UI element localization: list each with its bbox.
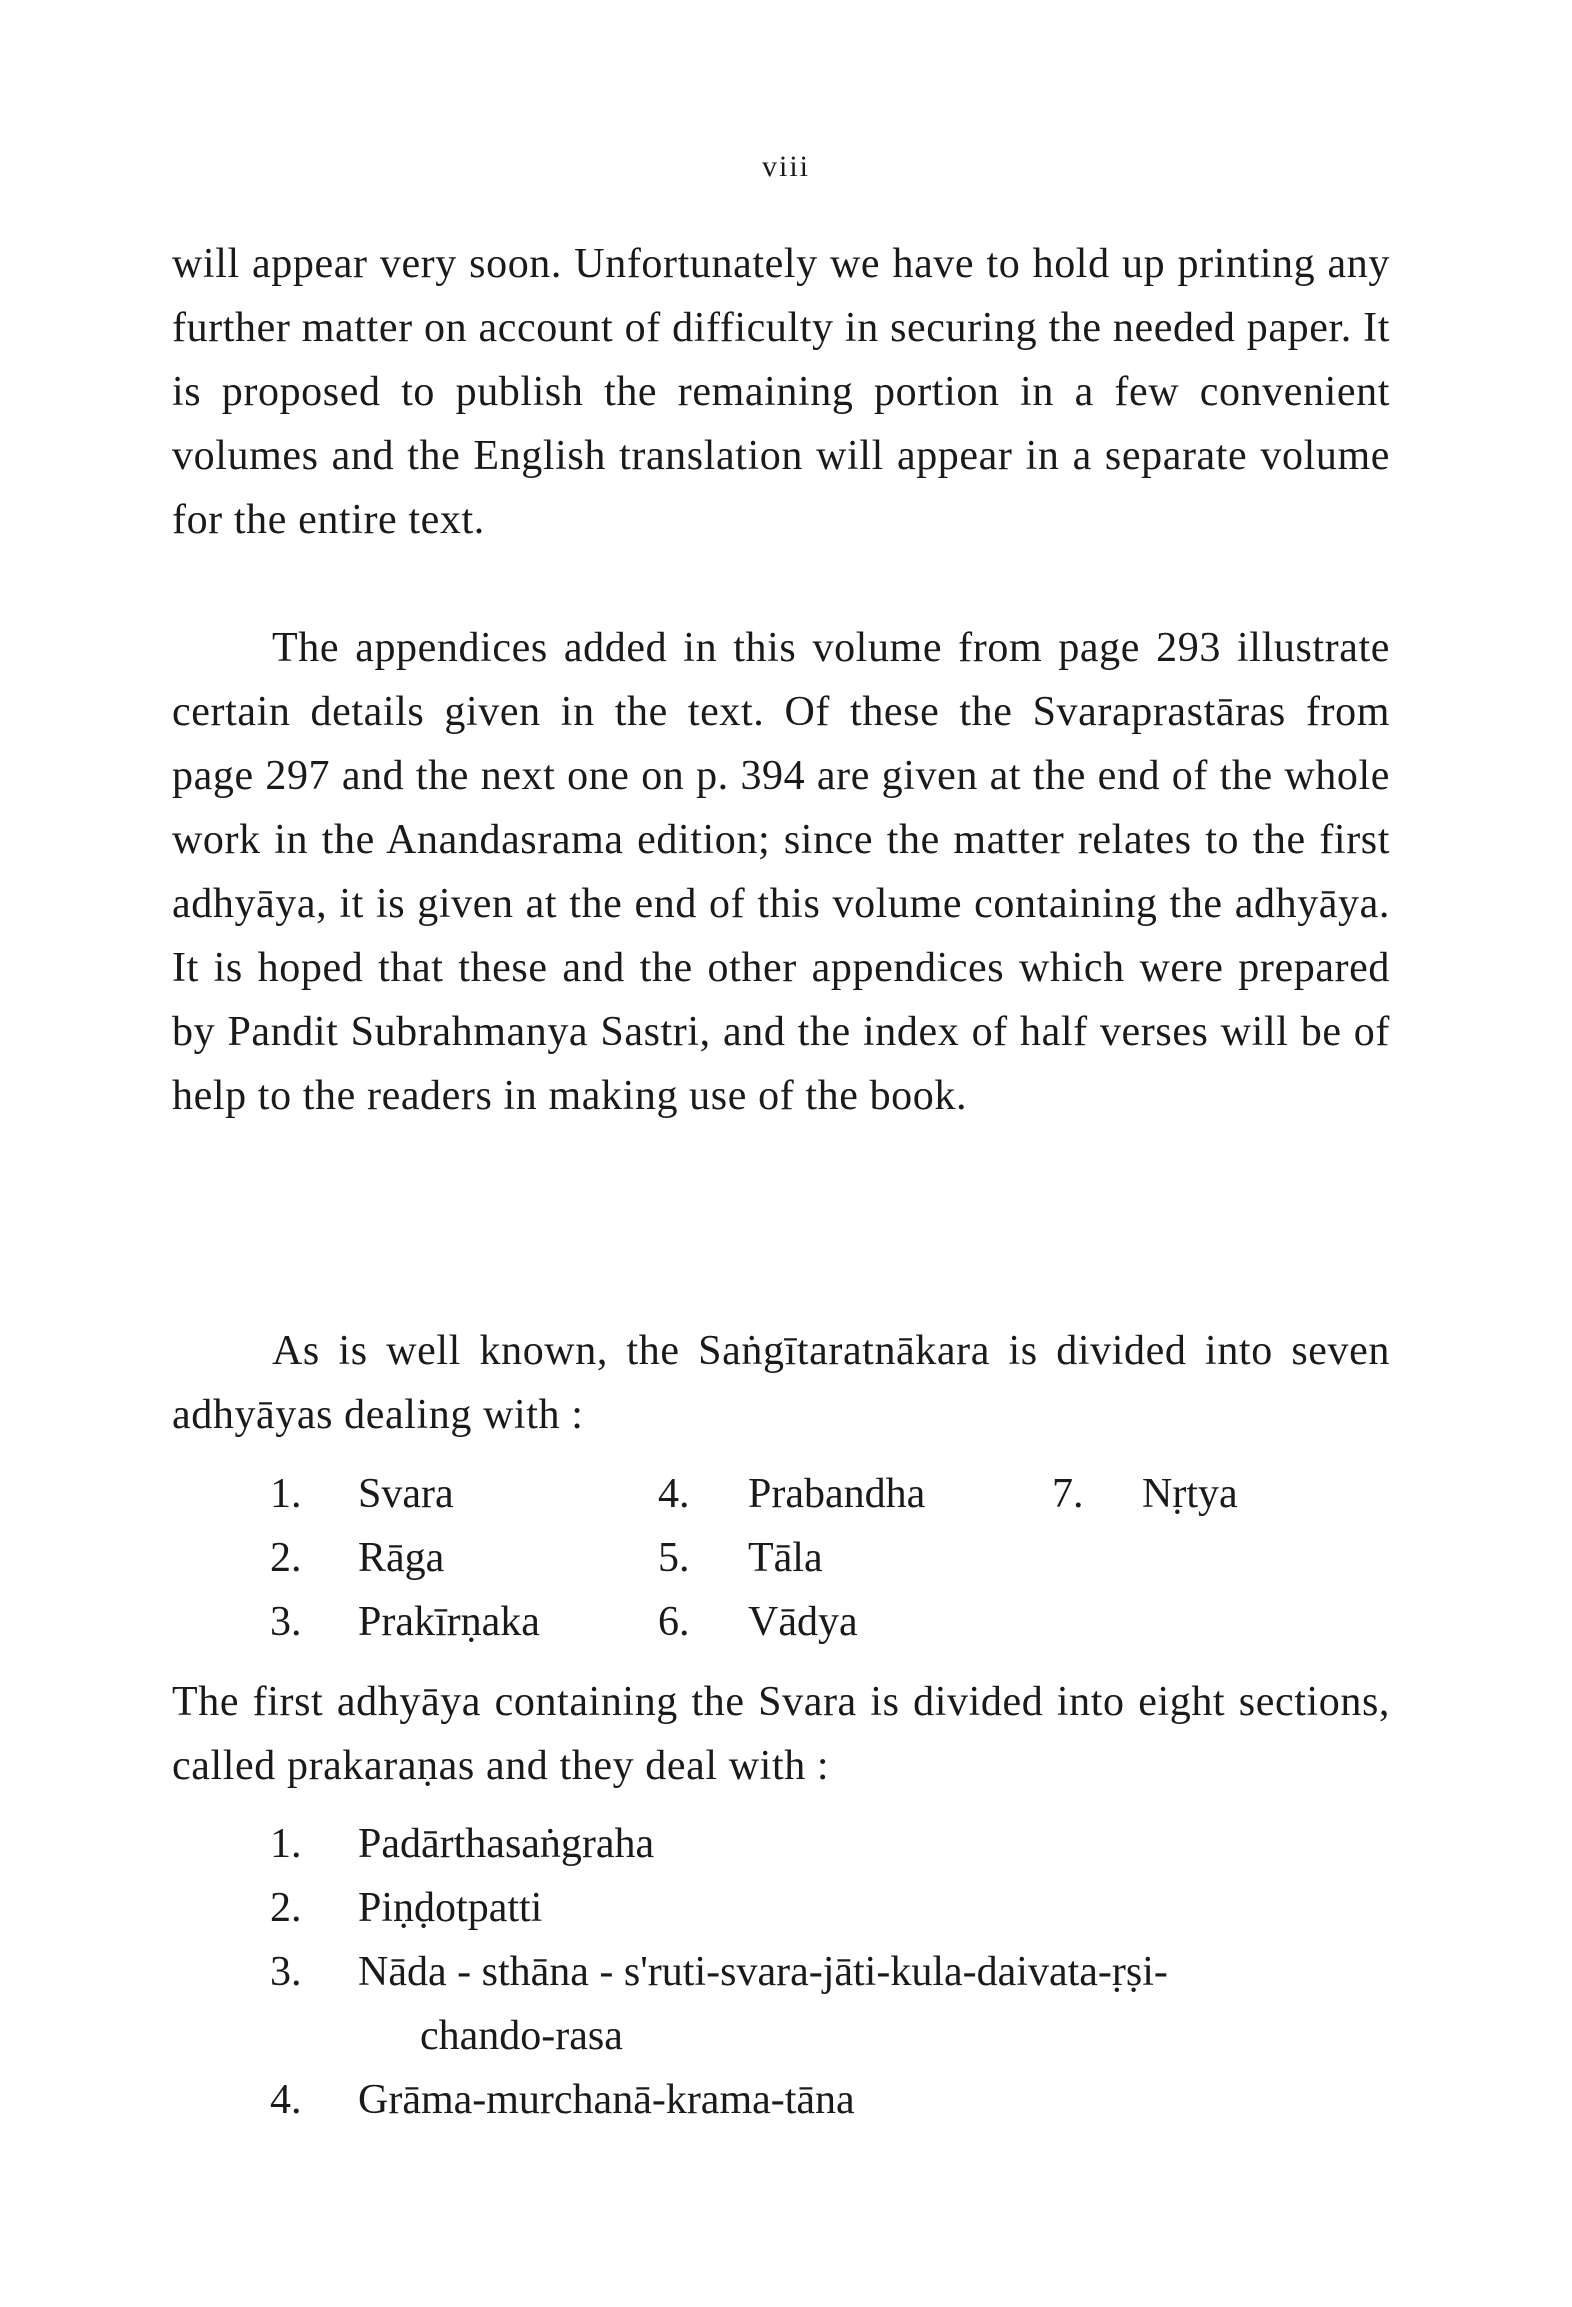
prakarana-name-continuation: chando-rasa (420, 2013, 623, 2059)
adhyaya-name: Nṛtya (1142, 1471, 1238, 1517)
item-number: 6. (658, 1599, 690, 1645)
item-number: 1. (270, 1471, 302, 1517)
prakarana-name: Piṇḍotpatti (358, 1885, 543, 1931)
item-number: 3. (270, 1599, 302, 1645)
list-item (270, 2068, 1390, 2132)
item-number: 3. (270, 1949, 302, 1995)
list-item (270, 1940, 1390, 2068)
prakarana-list (270, 1812, 1390, 2132)
item-number: 4. (270, 2077, 302, 2123)
list-item (270, 1876, 1390, 1940)
adhyaya-name: Tāla (748, 1535, 823, 1581)
item-number: 7. (1052, 1471, 1084, 1517)
page-number: viii (761, 150, 810, 183)
adhyaya-name: Vādya (748, 1599, 858, 1645)
prakarana-name: Grāma-murchanā-krama-tāna (358, 2077, 855, 2123)
adhyaya-name: Prakīrṇaka (358, 1599, 540, 1645)
item-number: 2. (270, 1535, 302, 1581)
item-number: 1. (270, 1821, 302, 1867)
paragraph-4: The first adhyāya containing the Svara is divided into eight sections, called prakaraṇas and they deal with : (172, 1679, 1390, 1789)
item-number: 4. (658, 1471, 690, 1517)
paragraph-2: The appendices added in this volume from page 293 illustrate certain details given in the text. Of these the Svaraprastāras from page 297 and the next one on p. 394 are given at the end of the whole work in the Anandasrama edition; since the matter relates to the first adhyāya, it is given at the end of this volume containing the adhyāya. It is hoped that these and the other appendices which were prepared by Pandit Subrahmanya Sastri, and the index of half verses will be of help to the readers in making use of the book. (172, 625, 1390, 1119)
paragraph-3: As is well known, the Saṅgītaratnākara is divided into seven adhyāyas dealing with : (172, 1328, 1390, 1438)
paragraph-1: will appear very soon. Unfortunately we have to hold up printing any further matter on account of difficulty in securing the needed paper. It is proposed to publish the remaining portion in a few convenient volumes and the English translation will appear in a separate volume for the entire text. (172, 241, 1390, 543)
item-number: 5. (658, 1535, 690, 1581)
item-number: 2. (270, 1885, 302, 1931)
adhyaya-name: Rāga (358, 1535, 445, 1581)
prakarana-name: Nāda - sthāna - s'ruti-svara-jāti-kula-daivata-ṛṣi- (358, 1949, 1168, 1995)
adhyaya-name: Prabandha (748, 1471, 926, 1517)
list-item (270, 1812, 1390, 1876)
adhyaya-name: Svara (358, 1471, 454, 1517)
prakarana-name: Padārthasaṅgraha (358, 1821, 655, 1867)
